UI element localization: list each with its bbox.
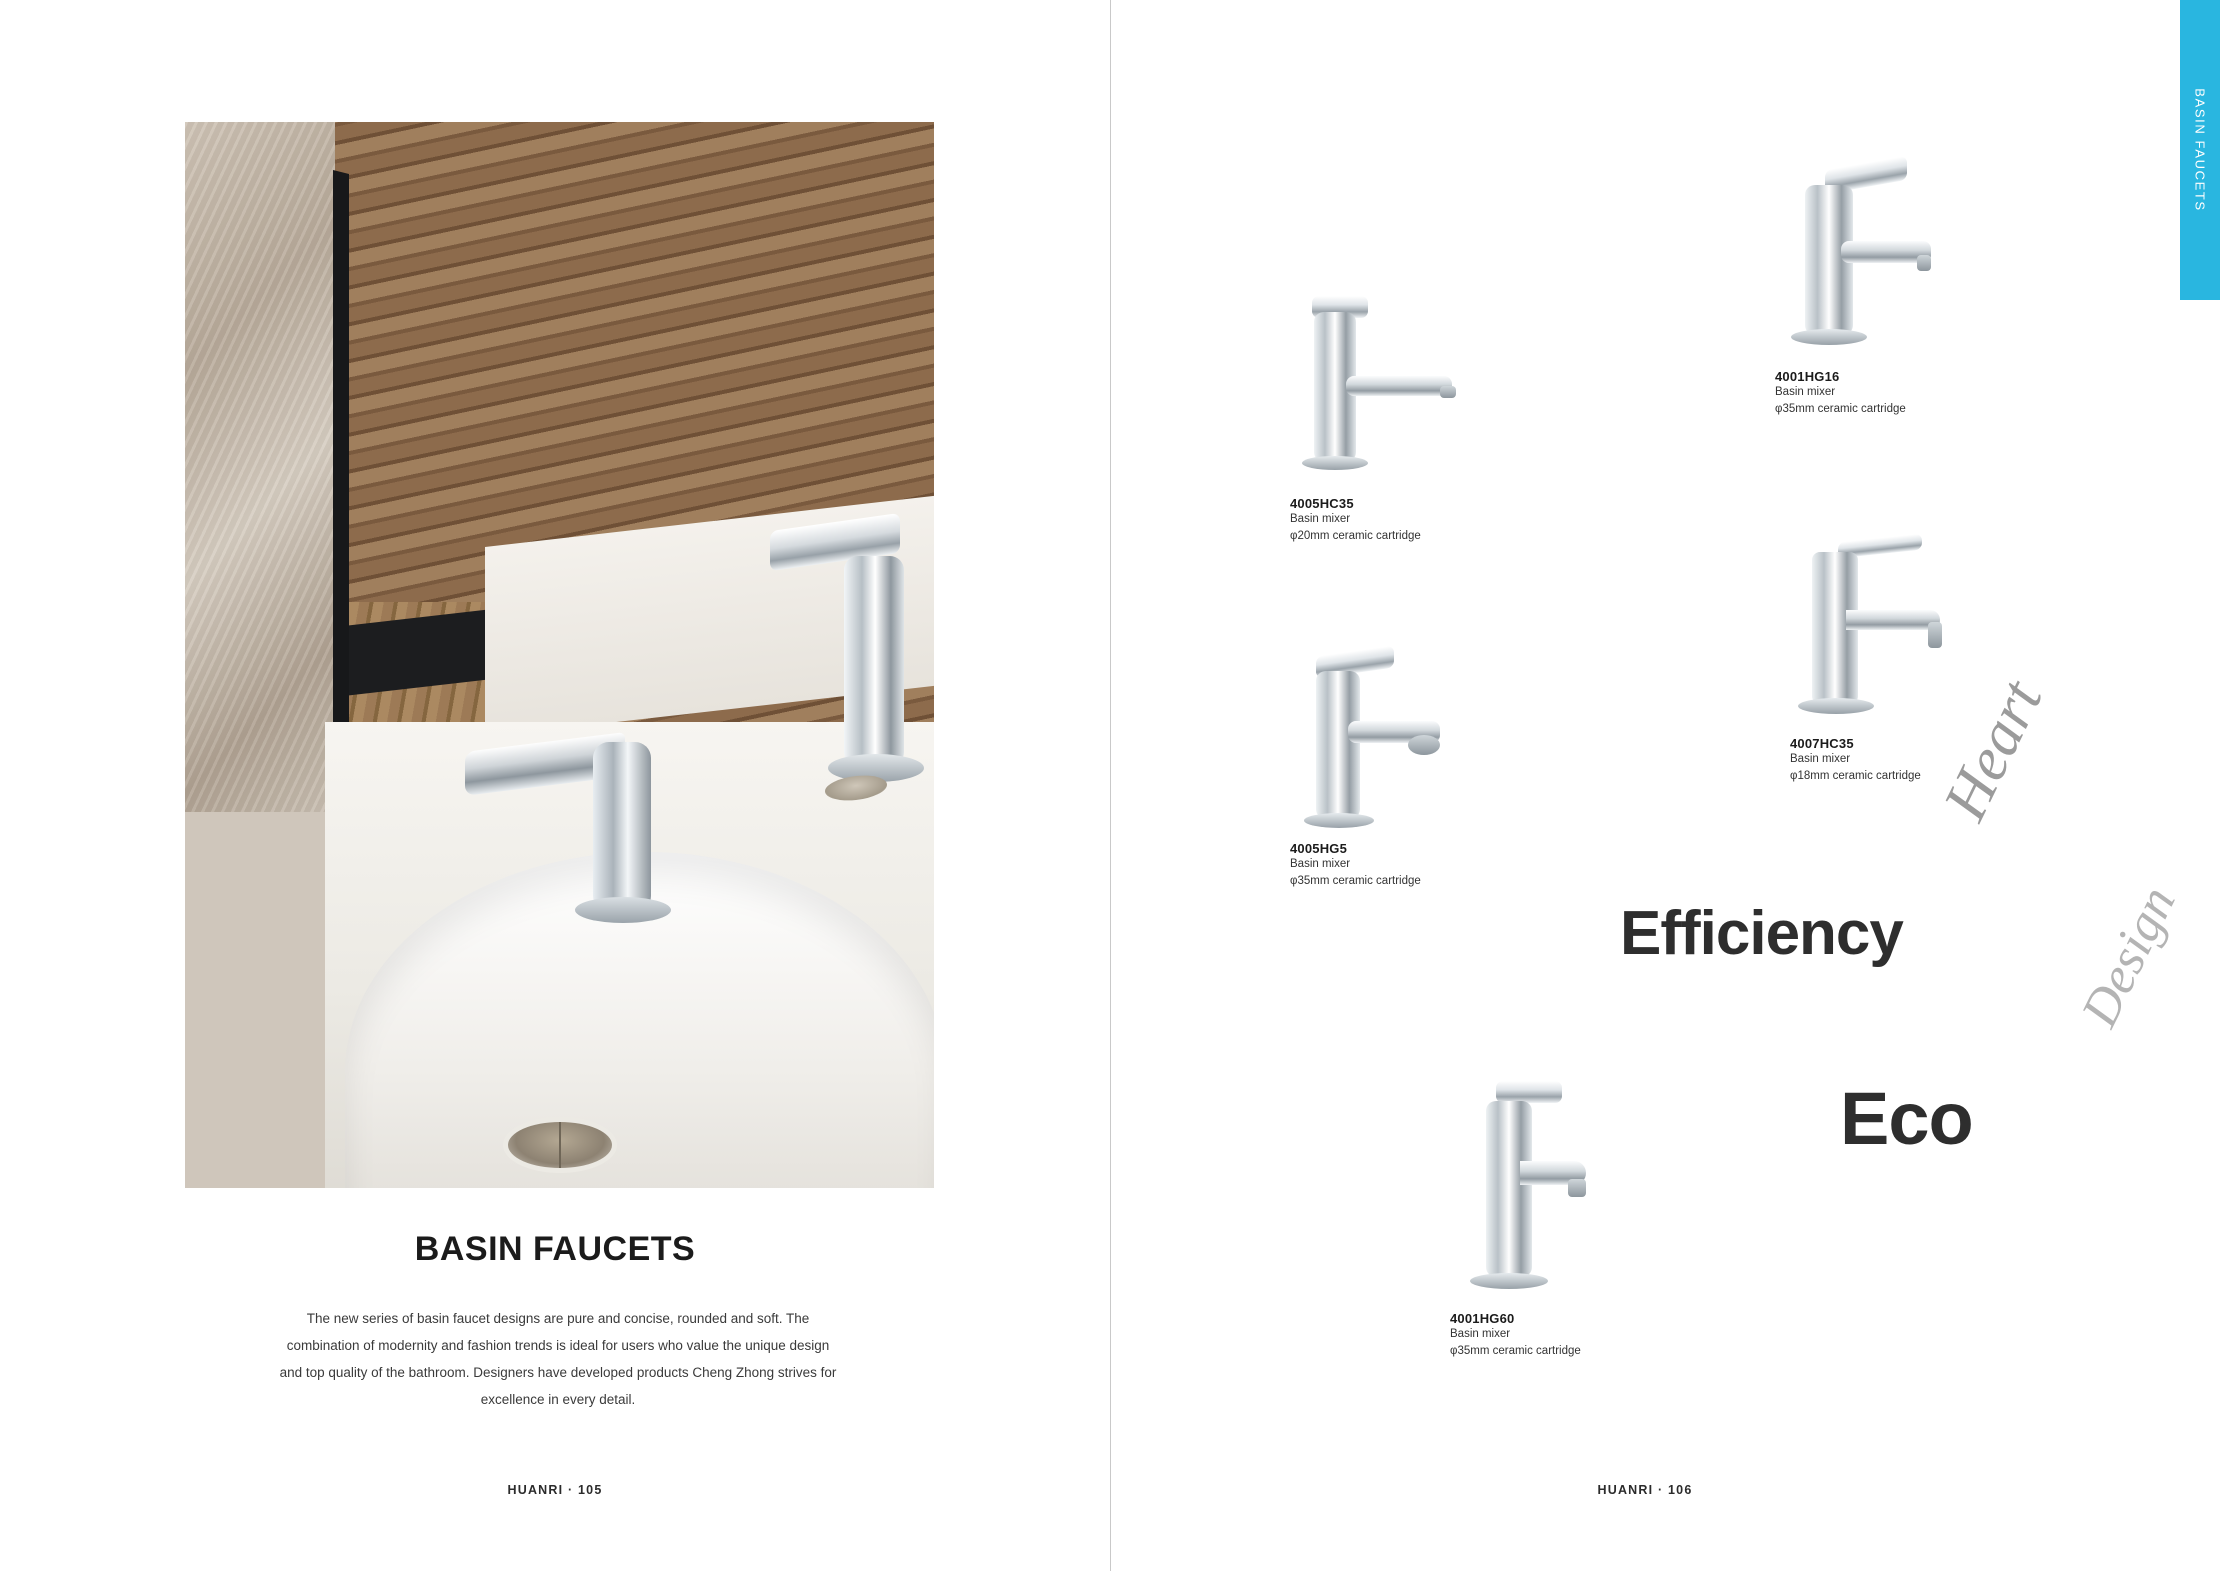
product-code: 4005HG5 <box>1290 841 1348 856</box>
left-page-folio: HUANRI · 105 <box>507 1483 603 1497</box>
product-caption <box>1450 1311 1680 1361</box>
product-desc-line-2: φ35mm ceramic cartridge <box>1290 875 1421 888</box>
product-desc-line-1: Basin mixer <box>1290 858 1351 870</box>
stone-wall-panel <box>185 122 335 812</box>
product-desc-line-2: φ35mm ceramic cartridge <box>1775 403 1906 416</box>
product-desc-line-1: Basin mixer <box>1450 1328 1511 1340</box>
product-desc-line-2: φ20mm ceramic cartridge <box>1290 530 1421 543</box>
page-intro-paragraph: The new series of basin faucet designs are pure and concise, rounded and soft. The combination of modernity and fashion trends is ideal for users who value the unique design and top quality of the bathroom. Designers have developed products Cheng Zhong strives for excellence in every detail. <box>279 1311 837 1407</box>
product-code: 4007HC35 <box>1790 736 1854 751</box>
product-desc-line-1: Basin mixer <box>1790 753 1851 765</box>
faucet-icon-4005hc35 <box>1290 290 1520 490</box>
faucet-icon-4001hg16 <box>1775 155 2005 363</box>
product-code: 4001HG60 <box>1450 1311 1515 1326</box>
faucet-photo-chrome <box>770 522 934 862</box>
page-title: BASIN FAUCETS <box>414 1230 696 1268</box>
faucet-icon-4005hg5 <box>1290 645 1520 835</box>
product-item <box>1775 155 2005 419</box>
decorative-word-eco: Eco <box>1840 1077 1973 1160</box>
basin-drain <box>508 1122 612 1168</box>
product-caption <box>1290 496 1520 546</box>
decorative-word-design: Design <box>2070 878 2187 1036</box>
product-code: 4001HG16 <box>1775 369 1840 384</box>
hero-photo <box>185 122 934 1188</box>
faucet-icon-4001hg60 <box>1450 1075 1680 1305</box>
product-desc-line-2: φ35mm ceramic cartridge <box>1450 1345 1581 1358</box>
section-tab <box>2180 0 2220 300</box>
section-tab-label: BASIN FAUCETS <box>2192 88 2208 212</box>
decorative-word-efficiency: Efficiency <box>1620 899 1903 968</box>
product-desc-line-1: Basin mixer <box>1775 386 1836 398</box>
product-code: 4005HC35 <box>1290 496 1354 511</box>
product-item <box>1290 645 1520 891</box>
product-desc-line-1: Basin mixer <box>1290 513 1351 525</box>
decorative-word-heart: Heart <box>1930 670 2056 831</box>
faucet-reflection <box>465 622 685 922</box>
product-item <box>1450 1075 1680 1361</box>
product-desc-line-2: φ18mm ceramic cartridge <box>1790 770 1921 783</box>
product-item <box>1290 290 1520 546</box>
right-page-folio: HUANRI · 106 <box>1597 1483 1693 1497</box>
product-caption <box>1775 369 2005 419</box>
product-caption <box>1290 841 1520 891</box>
